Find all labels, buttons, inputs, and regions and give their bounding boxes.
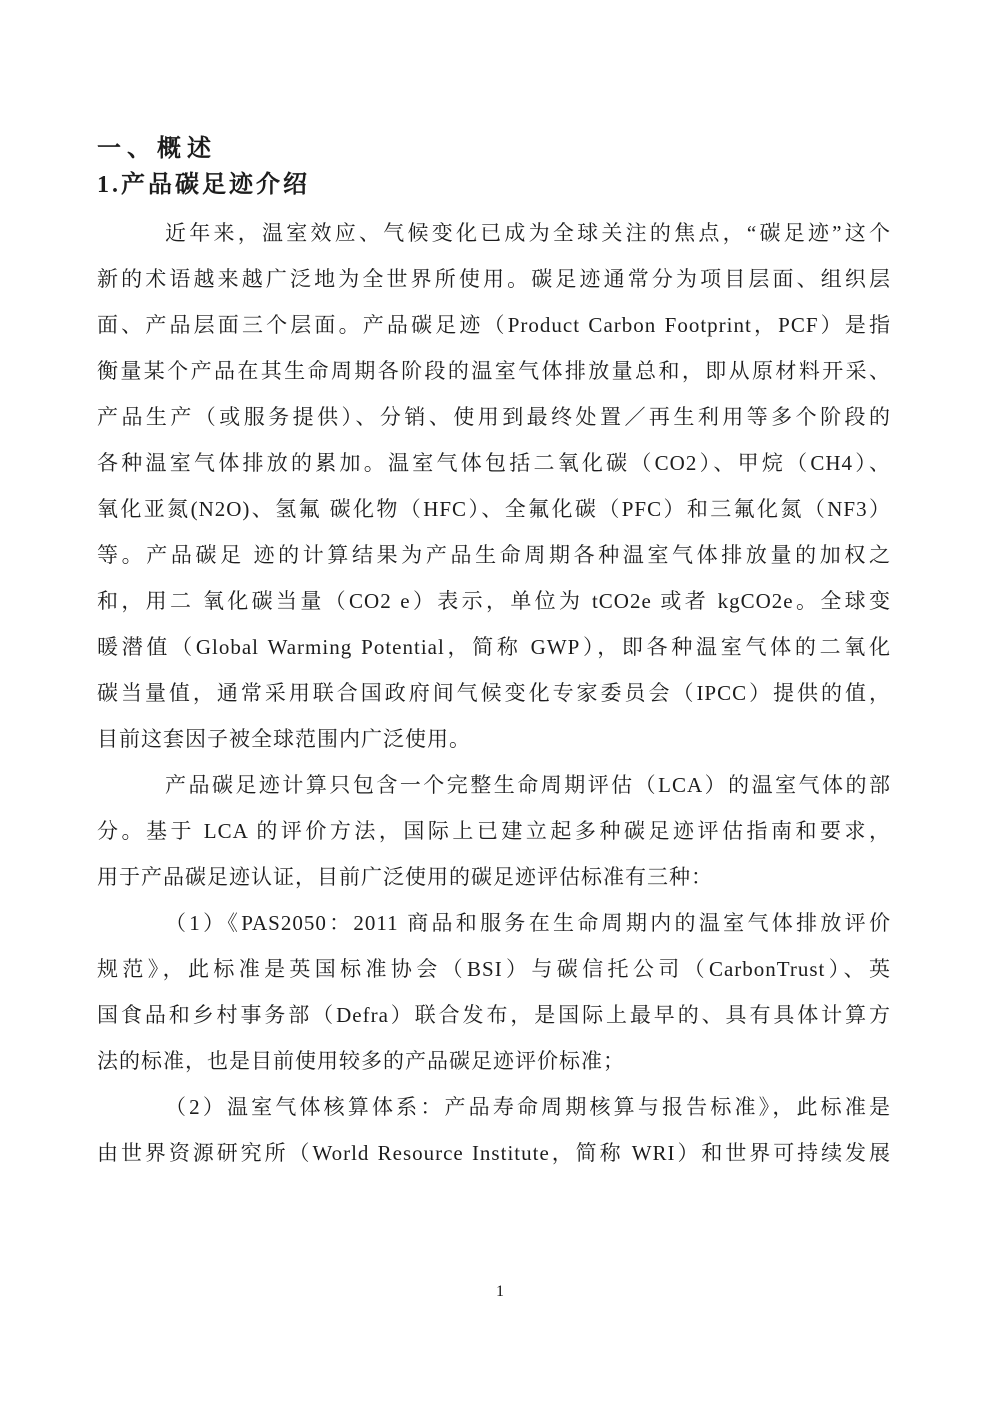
text-line: 新的术语越来越广泛地为全世界所使用。碳足迹通常分为项目层面、组织层	[97, 267, 891, 291]
text-line: 面、产品层面三个层面。产品碳足迹（Product Carbon Footprint，PCF）是指	[97, 313, 892, 337]
text-line: 由世界资源研究所（World Resource Institute，简称 WRI）和世界可持续发展	[97, 1141, 891, 1165]
text-line: （2）温室气体核算体系：产品寿命周期核算与报告标准》，此标准是	[165, 1095, 891, 1119]
text-line: 各种温室气体排放的累加。温室气体包括二氧化碳（CO2）、甲烷（CH4）、	[97, 451, 891, 475]
text-line: 法的标准，也是目前使用较多的产品碳足迹评价标准；	[97, 1049, 625, 1073]
text-line: 用于产品碳足迹认证，目前广泛使用的碳足迹评估标准有三种：	[97, 865, 713, 889]
text-line: 国食品和乡村事务部（Defra）联合发布，是国际上最早的、具有具体计算方	[97, 1003, 891, 1027]
text-line: 氧化亚氮(N2O)、氢氟 碳化物（HFC）、全氟化碳（PFC）和三氟化氮（NF3）	[97, 497, 891, 521]
text-line: 产品生产（或服务提供）、分销、使用到最终处置／再生利用等多个阶段的	[97, 405, 891, 429]
text-line: 产品碳足迹计算只包含一个完整生命周期评估（LCA）的温室气体的部	[165, 773, 891, 797]
subsection-heading: 1.产品碳足迹介绍	[97, 172, 310, 198]
text-line: 分。基于 LCA 的评价方法，国际上已建立起多种碳足迹评估指南和要求，	[97, 819, 891, 843]
text-line: 目前这套因子被全球范围内广泛使用。	[97, 727, 471, 751]
text-line: 和，用二 氧化碳当量（CO2 e）表示，单位为 tCO2e 或者 kgCO2e。全球变	[97, 589, 891, 613]
paragraph	[97, 762, 891, 900]
document-content	[97, 134, 891, 1176]
section-heading: 一、概述	[97, 136, 217, 162]
paragraph	[97, 1084, 891, 1176]
body-paragraphs	[97, 210, 891, 1176]
text-line: 碳当量值，通常采用联合国政府间气候变化专家委员会（IPCC）提供的值，	[97, 681, 891, 705]
text-line: 暖潜值（Global Warming Potential，简称 GWP），即各种温室气体的二氧化	[97, 635, 891, 659]
paragraph	[97, 210, 891, 762]
paragraph	[97, 900, 891, 1084]
text-line: 规范》，此标准是英国标准协会（BSI）与碳信托公司（CarbonTrust）、英	[97, 957, 891, 981]
page-number: 1	[496, 1283, 504, 1300]
text-line: 衡量某个产品在其生命周期各阶段的温室气体排放量总和，即从原材料开采、	[97, 359, 891, 383]
text-line: 等。产品碳足 迹的计算结果为产品生命周期各种温室气体排放量的加权之	[97, 543, 891, 567]
text-line: 近年来，温室效应、气候变化已成为全球关注的焦点，“碳足迹”这个	[165, 221, 891, 245]
text-line: （1）《PAS2050：2011 商品和服务在生命周期内的温室气体排放评价	[165, 911, 891, 935]
